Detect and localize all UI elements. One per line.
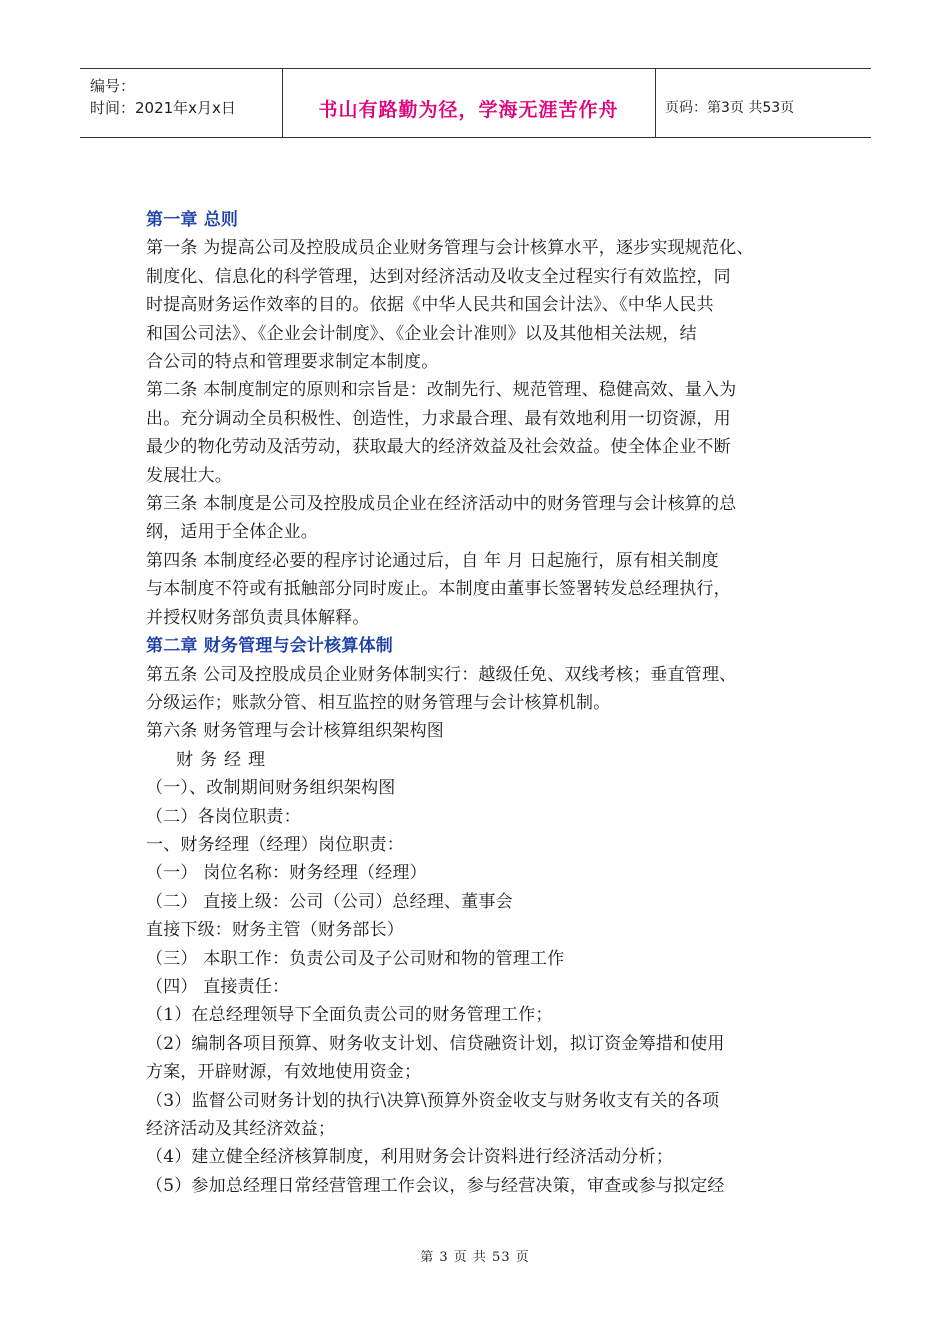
text-line: （二） 直接上级：公司（公司）总经理、董事会 (146, 891, 513, 912)
text-line: 发展壮大。 (146, 465, 232, 486)
text-line: 第五条 公司及控股成员企业财务体制实行：越级任免、双线考核；垂直管理、 (146, 664, 737, 685)
text-line: 经济活动及其经济效益； (146, 1119, 336, 1139)
text-line: （四） 直接责任： (146, 976, 290, 997)
text-line: 纲，适用于全体企业。 (146, 522, 318, 543)
text-line: 最少的物化劳动及活劳动，获取最大的经济效益及社会效益。使全体企业不断 (146, 437, 731, 458)
time-label: 时间：2021年x月x日 (90, 99, 236, 117)
text-line: 分级运作；账款分管、相互监控的财务管理与会计核算机制。 (146, 692, 611, 713)
chapter-heading: 第一章 总则 (146, 210, 239, 230)
text-line: 一、财务经理（经理）岗位职责： (146, 834, 404, 855)
text-line: 出。充分调动全员积极性、创造性，力求最合理、最有效地利用一切资源，用 (146, 408, 731, 429)
text-line: 制度化、信息化的科学管理，达到对经济活动及收支全过程实行有效监控，同 (146, 266, 731, 287)
text-line: 直接下级：财务主管（财务部长） (146, 920, 404, 941)
page-footer: 第 3 页 共 53 页 (420, 1250, 530, 1265)
number-label: 编号： (90, 77, 136, 95)
header-right-cell (655, 69, 871, 137)
text-line: （1）在总经理领导下全面负责公司的财务管理工作； (146, 1005, 553, 1026)
text-line: （2）编制各项目预算、财务收支计划、信贷融资计划，拟订资金筹措和使用 (146, 1033, 725, 1054)
text-line: 第四条 本制度经必要的程序讨论通过后，自 年 月 日起施行，原有相关制度 (146, 550, 719, 571)
text-line: 方案，开辟财源，有效地使用资金； (146, 1062, 422, 1083)
text-line: 财务经理 (176, 749, 272, 770)
text-line: 并授权财务部负责具体解释。 (146, 607, 370, 628)
text-line: （一） 岗位名称：财务经理（经理） (146, 863, 427, 884)
text-line: （二）各岗位职责： (146, 806, 301, 827)
page-header (80, 68, 871, 138)
text-line: 合公司的特点和管理要求制定本制度。 (146, 352, 439, 373)
text-line: （4）建立健全经济核算制度，利用财务会计资料进行经济活动分析； (146, 1147, 674, 1168)
text-line: 第一条 为提高公司及控股成员企业财务管理与会计核算水平，逐步实现规范化、 (146, 238, 754, 259)
text-line: 与本制度不符或有抵触部分同时废止。本制度由董事长签署转发总经理执行， (146, 579, 731, 600)
text-line: （3）监督公司财务计划的执行\决算\预算外资金收支与财务收支有关的各项 (146, 1090, 720, 1111)
text-line: 第三条 本制度是公司及控股成员企业在经济活动中的财务管理与会计核算的总 (146, 494, 737, 515)
text-line: 第二条 本制度制定的原则和宗旨是：改制先行、规范管理、稳健高效、量入为 (146, 380, 737, 401)
chapter-heading: 第二章 财务管理与会计核算体制 (146, 636, 393, 657)
text-line: （一）、改制期间财务组织架构图 (146, 778, 396, 799)
text-line: 第六条 财务管理与会计核算组织架构图 (146, 721, 445, 742)
header-motto-cell (282, 69, 656, 137)
text-line: 和国公司法》、《企业会计制度》、《企业会计准则》以及其他相关法规，结 (146, 323, 697, 344)
header-left-cell (80, 69, 283, 137)
page-info: 页码：第3页 共53页 (665, 100, 795, 116)
text-line: （5）参加总经理日常经营管理工作会议，参与经营决策，审查或参与拟定经 (146, 1175, 725, 1196)
document-body (146, 206, 826, 1200)
text-line: 时提高财务运作效率的目的。依据《中华人民共和国会计法》、《中华人民共 (146, 295, 714, 316)
motto-text: 书山有路勤为径，学海无涯苦作舟 (318, 99, 619, 121)
text-line: （三） 本职工作：负责公司及子公司财和物的管理工作 (146, 948, 565, 969)
